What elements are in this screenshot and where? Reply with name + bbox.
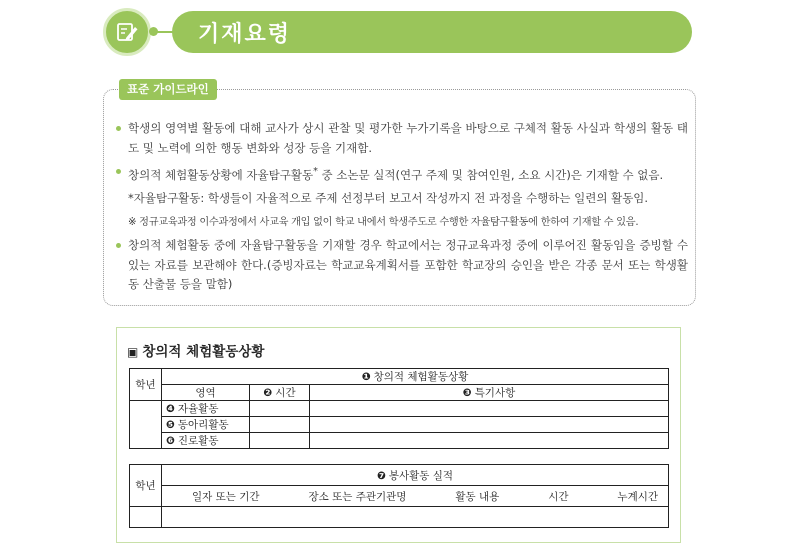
grade-header: 학년 [130, 465, 162, 507]
header-label: 창의적 체험활동상황 [373, 371, 469, 383]
row-club [162, 417, 250, 433]
col-place: 장소 또는 주관기관명 [308, 490, 407, 503]
row-number: ❻ [166, 435, 175, 447]
pencil-icon [114, 19, 140, 45]
special-number: ❸ [462, 387, 472, 399]
special-cell [310, 417, 669, 433]
special-col-header [310, 385, 669, 401]
col-content: 활동 내용 [455, 490, 500, 503]
activity-section [116, 327, 681, 543]
col-date: 일자 또는 기간 [192, 490, 260, 503]
guideline-bullet-3: 창의적 체험활동 중에 자율탐구활동을 기재할 경우 학교에서는 정규교육과정 중에 이루어진 활동임을 증빙할 수 있는 자료를 보관해야 한다.(증빙자료는 학교교육계획서를 포함한 학교장의 승인을 받은 각종 문서 또는 학생활동 산출물 등을 말함) [116, 236, 688, 295]
row-number: ❹ [166, 403, 175, 415]
bullet-2-text-a: 창의적 체험활동상황에 자율탐구활동 [128, 167, 314, 182]
header-number: ❼ [376, 469, 386, 482]
row-career [162, 433, 250, 449]
grade-cell [130, 507, 162, 528]
guideline-tag: 표준 가이드라인 [119, 79, 217, 100]
grade-header: 학년 [130, 369, 162, 401]
bullet-2-asterisk: * [313, 166, 318, 177]
volunteer-entry-cell [162, 507, 669, 528]
special-label: 특기사항 [474, 387, 516, 399]
row-autonomous [162, 401, 250, 417]
header-icon-badge [103, 8, 151, 56]
guideline-content [116, 119, 688, 295]
volunteer-table [129, 464, 669, 528]
col-hours: 시간 [548, 490, 569, 503]
volunteer-columns [162, 486, 669, 507]
col-cumulative: 누계시간 [617, 490, 658, 503]
time-col-header [250, 385, 310, 401]
page-title: 기재요령 [198, 21, 292, 47]
time-label: 시간 [275, 387, 296, 399]
time-cell [250, 401, 310, 417]
guideline-note-2: ※ 정규교육과정 이수과정에서 사교육 개입 없이 학교 내에서 학생주도로 수행한 자율탐구활동에 한하여 기재할 수 있음. [128, 216, 639, 228]
row-label: 자율활동 [177, 403, 219, 415]
header-number: ❶ [361, 371, 371, 383]
row-number: ❺ [166, 419, 175, 431]
section-title-text: 창의적 체험활동상황 [142, 344, 265, 360]
time-cell [250, 417, 310, 433]
creative-activity-header [162, 369, 669, 385]
grade-cell [130, 401, 162, 449]
section-title [127, 340, 264, 360]
time-cell [250, 433, 310, 449]
special-cell [310, 433, 669, 449]
section-title-marker: ▣ [127, 345, 139, 359]
row-label: 진로활동 [177, 435, 219, 447]
guideline-note-1: *자율탐구활동: 학생들이 자율적으로 주제 선정부터 보고서 작성까지 전 과정을 수행하는 일련의 활동임. [128, 191, 649, 206]
page-title-bar [172, 11, 692, 53]
special-cell [310, 401, 669, 417]
area-col-header: 영역 [162, 385, 250, 401]
volunteer-header [162, 465, 669, 486]
creative-activity-table [129, 368, 669, 449]
header-label: 봉사활동 실적 [388, 469, 454, 482]
guideline-bullet-1: 학생의 영역별 활동에 대해 교사가 상시 관찰 및 평가한 누가기록을 바탕으로 구체적 활동 사실과 학생의 활동 태도 및 노력에 의한 행동 변화와 성장 등을 기재함. [116, 119, 688, 158]
row-label: 동아리활동 [177, 419, 229, 431]
time-number: ❷ [263, 387, 273, 399]
guideline-bullet-2 [116, 162, 688, 185]
bullet-2-text-b: 중 소논문 실적(연구 주제 및 참여인원, 소요 시간)은 기재할 수 없음. [317, 167, 664, 182]
